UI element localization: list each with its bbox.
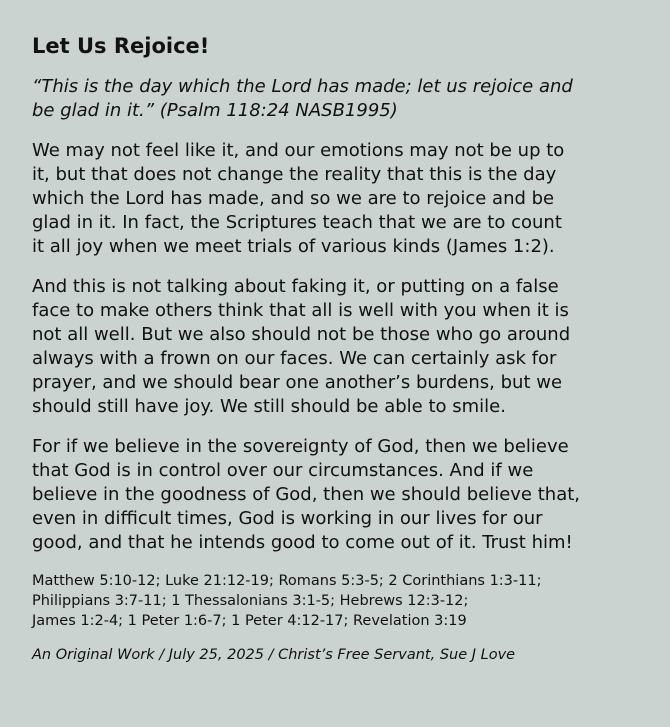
quote-line: be glad in it.” (Psalm 118:24 NASB1995) <box>32 100 398 121</box>
quote-line: “This is the day which the Lord has made; let us rejoice and <box>32 76 573 97</box>
paragraph-line: even in difficult times, God is working in our lives for our <box>32 508 543 529</box>
paragraph-line: We may not feel like it, and our emotions may not be up to <box>32 140 565 161</box>
paragraph-line: believe in the goodness of God, then we should believe that, <box>32 484 580 505</box>
paragraph-line: it all joy when we meet trials of various kinds (James 1:2). <box>32 236 555 257</box>
page-title: Let Us Rejoice! <box>32 34 210 58</box>
paragraph-line: which the Lord has made, and so we are to rejoice and be <box>32 188 555 209</box>
paragraph-line: And this is not talking about faking it, or putting on a false <box>32 276 559 297</box>
paragraph-line: face to make others think that all is well with you when it is <box>32 300 569 321</box>
reference-line: Matthew 5:10-12; Luke 21:12-19; Romans 5:3-5; 2 Corinthians 1:3-11; <box>32 573 542 589</box>
scripture-references <box>32 571 646 631</box>
attribution-footer: An Original Work / July 25, 2025 / Christ’s Free Servant, Sue J Love <box>32 647 516 663</box>
paragraph-line: should still have joy. We still should be able to smile. <box>32 396 506 417</box>
paragraph-line: not all well. But we also should not be those who go around <box>32 324 571 345</box>
paragraph-3 <box>32 435 646 555</box>
paragraph-1 <box>32 139 646 259</box>
paragraph-line: For if we believe in the sovereignty of God, then we believe <box>32 436 569 457</box>
paragraph-line: always with a frown on our faces. We can certainly ask for <box>32 348 557 369</box>
scripture-quote <box>32 75 646 123</box>
paragraph-line: prayer, and we should bear one another’s burdens, but we <box>32 372 563 393</box>
reference-line: Philippians 3:7-11; 1 Thessalonians 3:1-5; Hebrews 12:3-12; <box>32 593 469 609</box>
paragraph-line: that God is in control over our circumstances. And if we <box>32 460 534 481</box>
reference-line: James 1:2-4; 1 Peter 1:6-7; 1 Peter 4:12-17; Revelation 3:19 <box>32 613 467 629</box>
paragraph-line: glad in it. In fact, the Scriptures teach that we are to count <box>32 212 562 233</box>
paragraph-line: good, and that he intends good to come out of it. Trust him! <box>32 532 573 553</box>
paragraph-2 <box>32 275 646 419</box>
paragraph-line: it, but that does not change the reality that this is the day <box>32 164 557 185</box>
